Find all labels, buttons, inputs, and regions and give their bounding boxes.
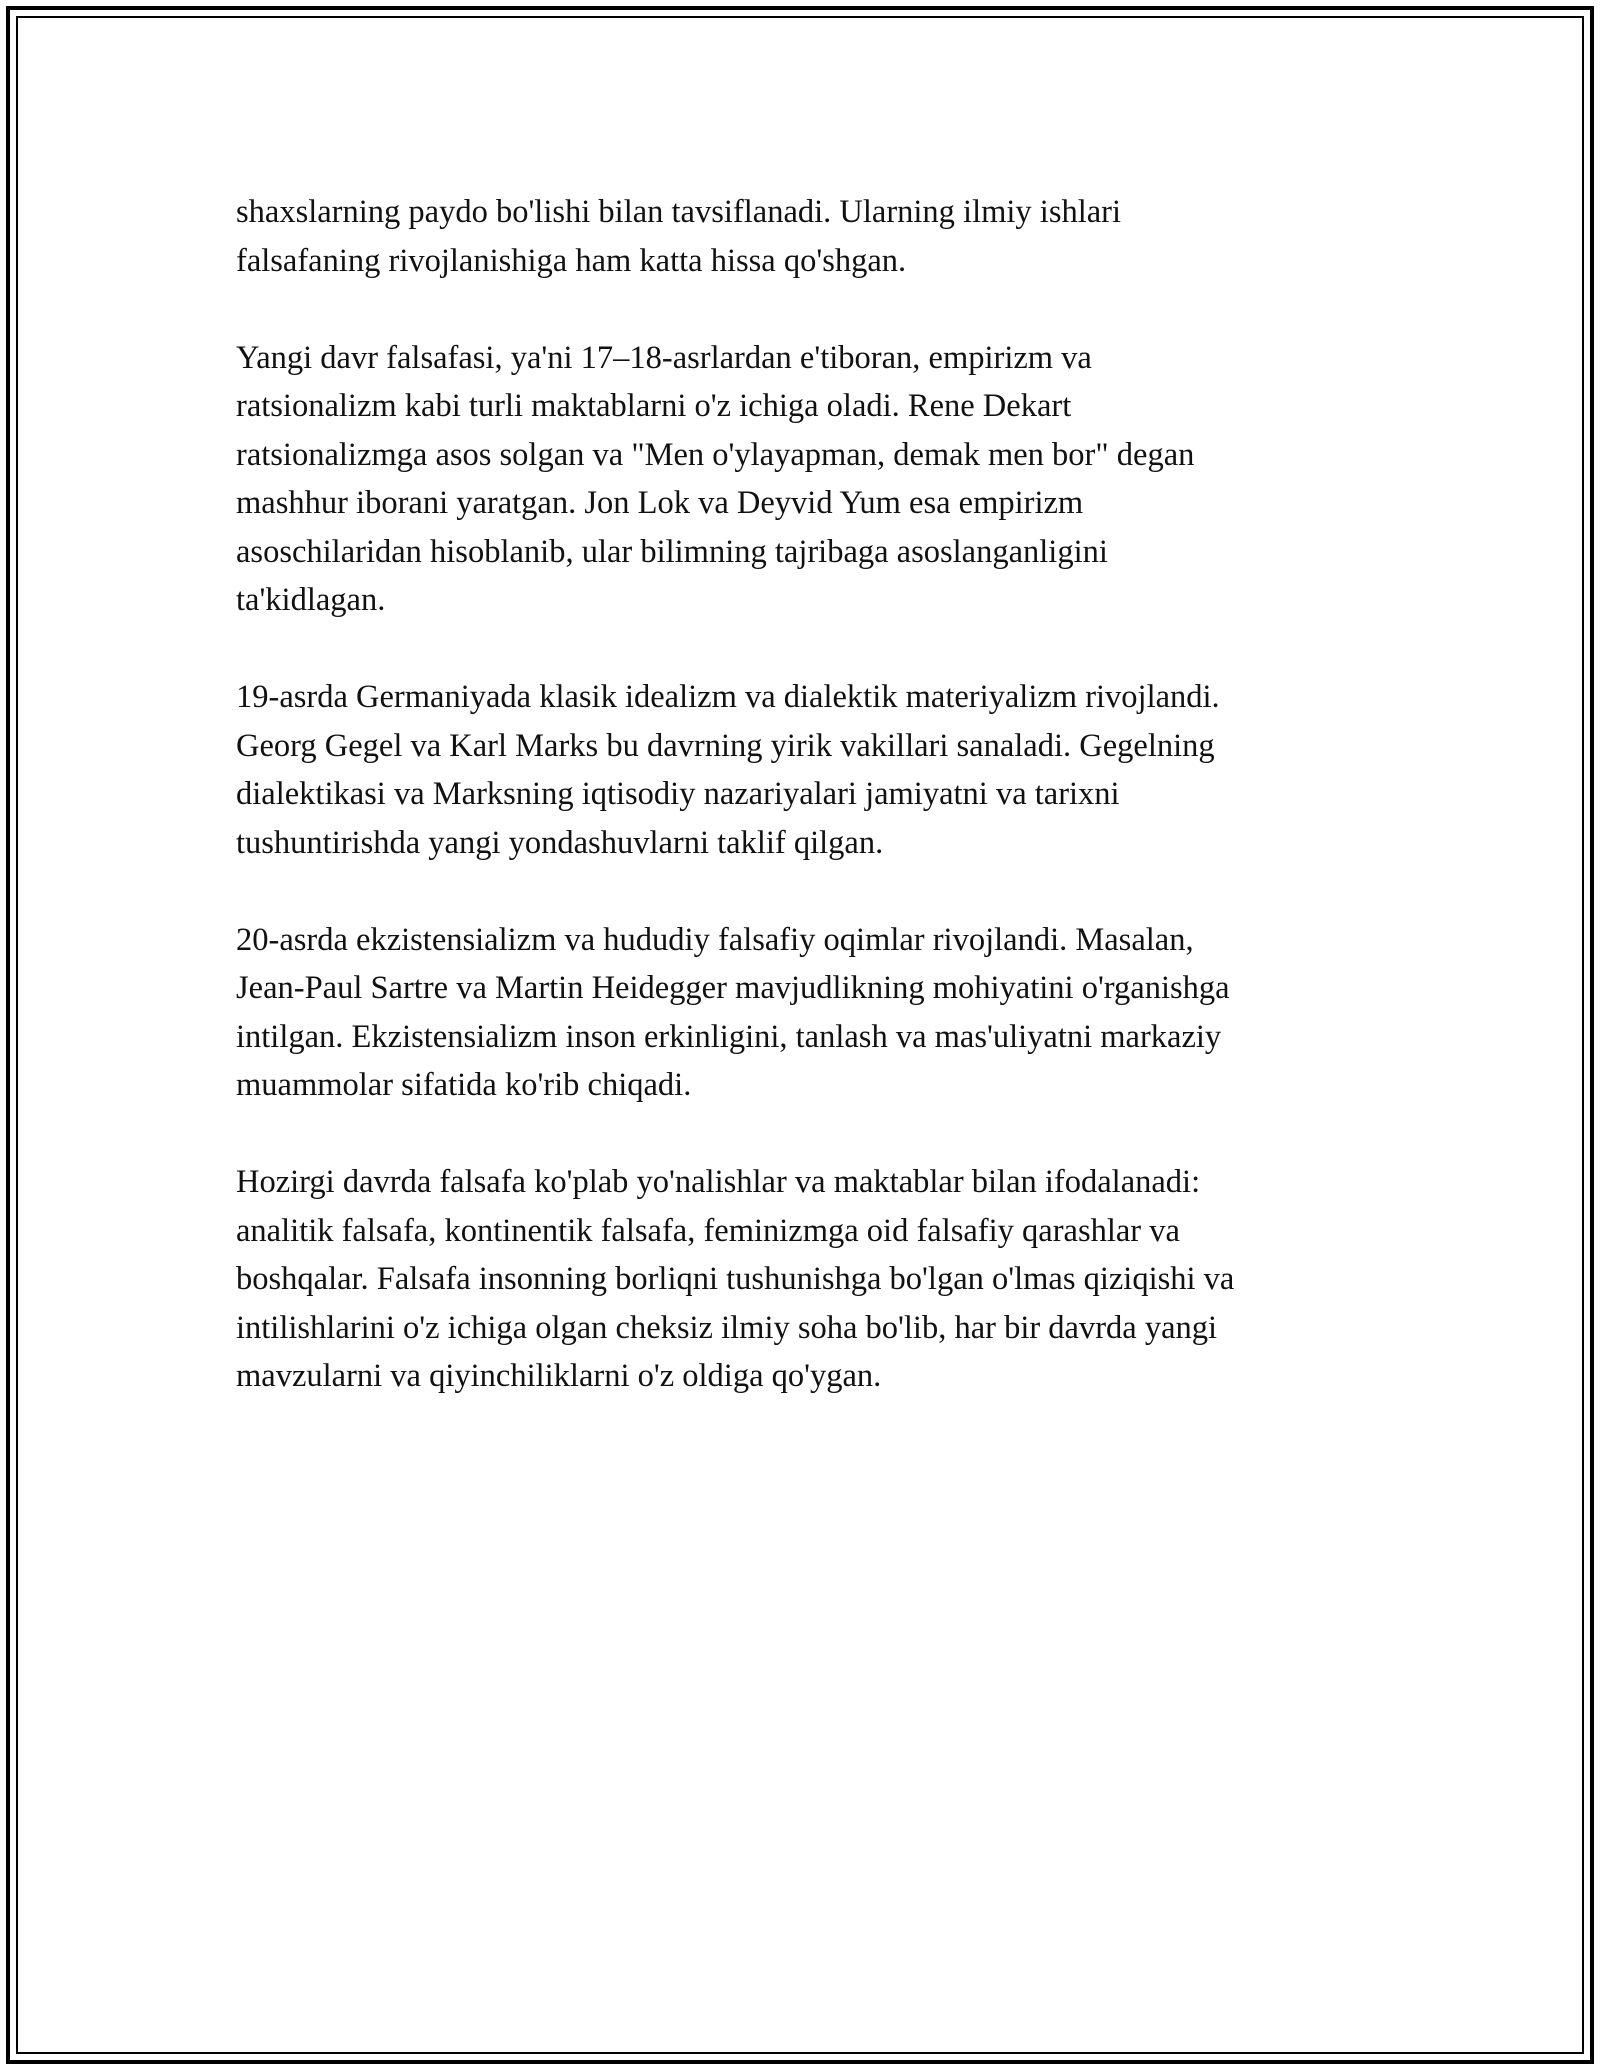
paragraph-19th-century: 19-asrda Germaniyada klasik idealizm va dialektik materiyalizm rivojlandi. Georg Gegel va Karl Marks bu davrning yirik vakillari sanaladi. Gegelning dialektikasi va Marksning iqtisodiy nazariyalari jamiyatni va tarixni tushuntirishda yangi yondashuvlarni taklif qilgan.	[236, 679, 1220, 861]
paragraph-20th-century: 20-asrda ekzistensializm va hududiy falsafiy oqimlar rivojlandi. Masalan, Jean-Paul Sartre va Martin Heidegger mavjudlikning mohiyatini o'rganishga intilgan. Ekzistensializm inson erkinligini, tanlash va mas'uliyatni markaziy muammolar sifatida ko'rib chiqadi.	[236, 921, 1230, 1103]
document-body	[236, 188, 1396, 1449]
paragraph-modern-philosophy: Yangi davr falsafasi, ya'ni 17–18-asrlardan e'tiboran, empirizm va ratsionalizm kabi turli maktablarni o'z ichiga oladi. Rene Dekart ratsionalizmga asos solgan va "Men o'ylayapman, demak men bor" degan mashhur iborani yaratgan. Jon Lok va Deyvid Yum esa empirizm asoschilaridan hisoblanib, ular bilimning tajribaga asoslanganligini ta'kidlagan.	[236, 339, 1195, 618]
paragraph-contemporary: Hozirgi davrda falsafa ko'plab yo'nalishlar va maktablar bilan ifodalanadi: analitik falsafa, kontinentik falsafa, feminizmga oid falsafiy qarashlar va boshqalar. Falsafa insonning borliqni tushunishga bo'lgan o'lmas qiziqishi va intilishlarini o'z ichiga olgan cheksiz ilmiy soha bo'lib, har bir davrda yangi mavzularni va qiyinchiliklarni o'z oldiga qo'ygan.	[236, 1164, 1235, 1394]
paragraph-scholars-contribution: shaxslarning paydo bo'lishi bilan tavsiflanadi. Ularning ilmiy ishlari falsafaning rivojlanishiga ham katta hissa qo'shgan.	[236, 194, 1122, 279]
